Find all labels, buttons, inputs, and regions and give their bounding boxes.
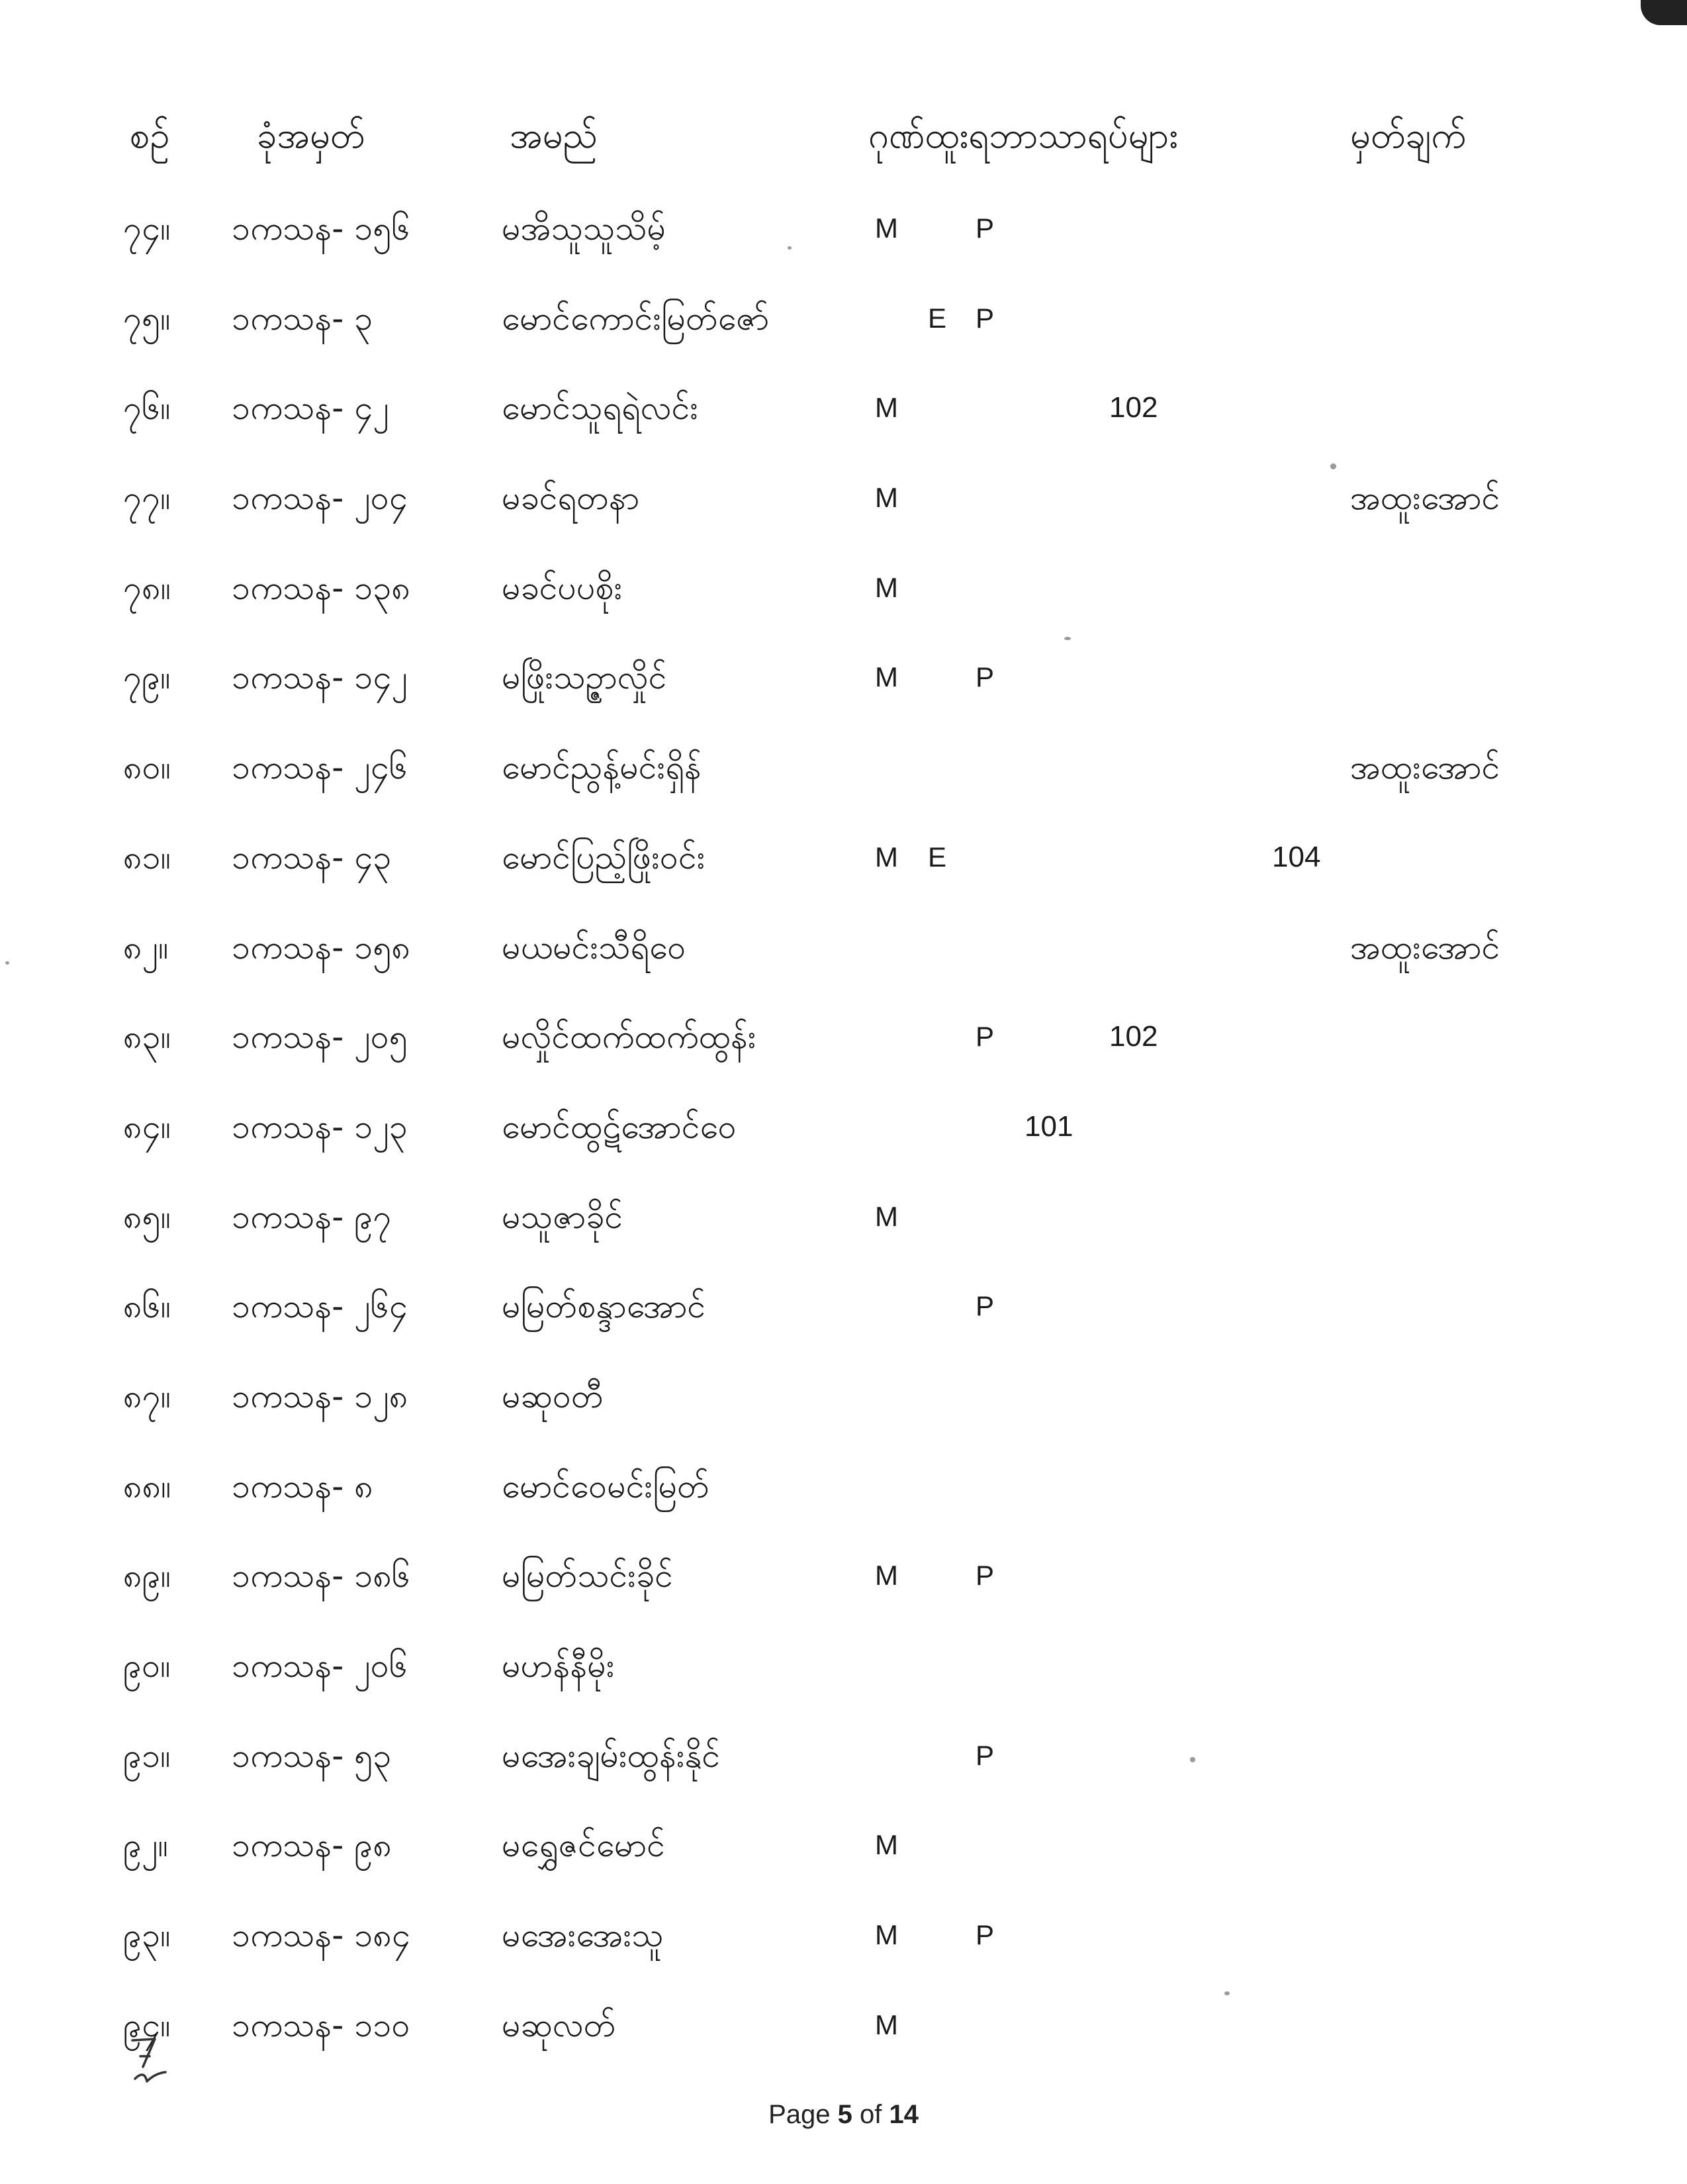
table-row	[0, 1629, 1687, 1719]
row-distinction-p: P	[976, 302, 995, 334]
row-student-name: မဟန်နီမိုး	[502, 1646, 615, 1685]
row-student-name: မမြတ်သင်းခိုင်	[502, 1556, 673, 1595]
row-distinction-m: M	[875, 571, 898, 603]
row-student-name: မဖြိုးသဥ္ဇာလှိုင်	[502, 658, 667, 697]
table-row	[0, 1899, 1687, 1989]
scan-speck	[1330, 463, 1336, 469]
row-roll-number: ၁ကသန- ၁၃၈	[232, 568, 411, 607]
table-row	[0, 192, 1687, 282]
row-distinction-m: M	[875, 841, 898, 873]
row-serial-no: ၈၅။	[123, 1197, 171, 1236]
row-serial-no: ၈၂။	[123, 927, 169, 967]
row-serial-no: ၈၄။	[123, 1107, 171, 1146]
row-serial-no: ၈၆။	[123, 1287, 171, 1326]
row-serial-no: ၈၇။	[123, 1376, 171, 1415]
row-remark: အထူးအောင်	[1350, 748, 1500, 787]
row-roll-number: ၁ကသန- ၂၄၆	[232, 748, 408, 787]
footer-separator: of	[852, 2100, 889, 2129]
row-distinction-m: M	[875, 392, 898, 424]
row-remark: အထူးအောင်	[1350, 927, 1500, 967]
table-row	[0, 1360, 1687, 1450]
row-distinction-e: E	[928, 841, 947, 873]
row-distinction-p: P	[976, 213, 995, 244]
table-row	[0, 1450, 1687, 1540]
header-serial-no: စဥ်	[130, 115, 170, 156]
row-distinction-m: M	[875, 661, 898, 693]
scan-speck	[5, 961, 9, 965]
table-row	[0, 911, 1687, 1001]
row-distinction-p: P	[976, 661, 995, 693]
row-roll-number: ၁ကသန- ၉၈	[232, 1826, 392, 1865]
row-distinction-m: M	[875, 1919, 898, 1951]
table-row	[0, 731, 1687, 821]
table-row	[0, 641, 1687, 731]
row-serial-no: ၉၄။	[123, 2005, 171, 2044]
row-roll-number: ၁ကသန- ၅၃	[232, 1736, 392, 1775]
row-student-name: မဆုဝတီ	[502, 1376, 604, 1415]
row-serial-no: ၇၈။	[123, 568, 171, 607]
table-row	[0, 821, 1687, 911]
row-student-name: မောင်သူရရဲလင်း	[502, 389, 699, 428]
row-serial-no: ၈၁။	[123, 837, 171, 877]
row-serial-no: ၇၄။	[123, 209, 171, 248]
row-serial-no: ၇၆။	[123, 389, 171, 428]
header-remarks: မှတ်ချက်	[1350, 115, 1467, 156]
row-distinction-m: M	[875, 2009, 898, 2040]
row-serial-no: ၉၁။	[123, 1736, 171, 1775]
row-student-name: မောင်ညွန့်မင်းရှိန်	[502, 748, 702, 787]
row-distinction-102: 102	[1109, 391, 1158, 424]
table-row	[0, 282, 1687, 372]
table-row	[0, 1000, 1687, 1090]
row-student-name: မဆုလတ်	[502, 2005, 616, 2044]
row-roll-number: ၁ကသန- ၁၄၂	[232, 658, 408, 697]
table-row	[0, 1180, 1687, 1270]
row-serial-no: ၈၉။	[123, 1556, 171, 1595]
row-student-name: မောင်ကောင်းမြတ်ဇော်	[502, 299, 770, 338]
scan-edge-mark	[1641, 0, 1687, 25]
scan-speck	[788, 246, 792, 250]
row-student-name: မောင်ထွဋ်အောင်ဝေ	[502, 1107, 737, 1146]
row-distinction-p: P	[976, 1739, 995, 1771]
row-serial-no: ၇၇။	[123, 479, 171, 518]
row-roll-number: ၁ကသန- ၄၃	[232, 837, 392, 877]
table-row	[0, 461, 1687, 551]
row-distinction-102: 102	[1109, 1020, 1158, 1053]
row-distinction-p: P	[976, 1560, 995, 1591]
row-distinction-m: M	[875, 1829, 898, 1861]
row-student-name: မခင်ရတနာ	[502, 479, 640, 518]
row-student-name: မမြတ်စန္ဒာအောင်	[502, 1287, 706, 1326]
row-student-name: မအိသူသူသိမ့်	[502, 209, 666, 248]
row-serial-no: ၉၀။	[123, 1646, 171, 1685]
row-student-name: မသူဇာခိုင်	[502, 1197, 623, 1236]
row-distinction-m: M	[875, 1200, 898, 1232]
row-serial-no: ၇၉။	[123, 658, 171, 697]
row-student-name: မောင်ဝေမင်းမြတ်	[502, 1466, 709, 1505]
row-serial-no: ၈၀။	[123, 748, 171, 787]
header-roll-number: ခုံအမှတ်	[257, 115, 365, 156]
row-roll-number: ၁ကသန- ၃	[232, 299, 373, 338]
scan-speck	[1190, 1757, 1195, 1762]
footer-prefix: Page	[768, 2100, 838, 2129]
row-serial-no: ၉၃။	[123, 1916, 171, 1955]
row-distinction-m: M	[875, 482, 898, 514]
row-student-name: မောင်ပြည့်ဖြိုးဝင်း	[502, 837, 706, 877]
row-serial-no: ၉၂။	[123, 1826, 168, 1865]
row-roll-number: ၁ကသန- ၁၂၈	[232, 1376, 408, 1415]
row-roll-number: ၁ကသန- ၁၂၃	[232, 1107, 408, 1146]
row-distinction-104: 104	[1272, 840, 1321, 873]
row-distinction-e: E	[928, 302, 947, 334]
handwritten-initial	[120, 2032, 200, 2092]
row-serial-no: ၈၈။	[123, 1466, 171, 1505]
row-distinction-101: 101	[1025, 1110, 1073, 1143]
row-roll-number: ၁ကသန- ၁၈၄	[232, 1916, 411, 1955]
row-distinction-m: M	[875, 1560, 898, 1591]
row-roll-number: ၁ကသန- ၂၆၄	[232, 1287, 408, 1326]
row-serial-no: ၇၅။	[123, 299, 171, 338]
table-row	[0, 1090, 1687, 1180]
row-distinction-p: P	[976, 1021, 995, 1053]
row-roll-number: ၁ကသန- ၁၁၀	[232, 2005, 410, 2044]
header-distinction-subjects: ဂုဏ်ထူးရဘာသာရပ်များ	[868, 115, 1178, 156]
row-roll-number: ၁ကသန- ၈	[232, 1466, 373, 1505]
row-roll-number: ၁ကသန- ၁၈၆	[232, 1556, 411, 1595]
footer-current-page: 5	[837, 2100, 852, 2129]
table-row	[0, 1270, 1687, 1360]
row-distinction-p: P	[976, 1919, 995, 1951]
row-student-name: မရွှေဇင်မောင်	[502, 1826, 665, 1865]
row-roll-number: ၁ကသန- ၄၂	[232, 389, 389, 428]
row-roll-number: ၁ကသန- ၂၀၅	[232, 1018, 408, 1057]
scan-speck	[1064, 637, 1071, 640]
table-row	[0, 1989, 1687, 2079]
row-roll-number: ၁ကသန- ၂၀၆	[232, 1646, 408, 1685]
row-remark: အထူးအောင်	[1350, 479, 1500, 518]
page-footer	[0, 2100, 1687, 2130]
table-row	[0, 1809, 1687, 1899]
row-roll-number: ၁ကသန- ၁၅၈	[232, 927, 411, 967]
row-roll-number: ၁ကသန- ၁၅၆	[232, 209, 410, 248]
header-name: အမည်	[510, 115, 598, 156]
row-distinction-m: M	[875, 213, 898, 244]
row-serial-no: ၈၃။	[123, 1018, 171, 1057]
footer-total-pages: 14	[889, 2100, 919, 2129]
row-student-name: မလှိုင်ထက်ထက်ထွန်း	[502, 1018, 756, 1057]
row-student-name: မယမင်းသီရိဝေ	[502, 927, 686, 967]
row-distinction-p: P	[976, 1290, 995, 1322]
table-row	[0, 371, 1687, 461]
row-student-name: မခင်ပပစိုး	[502, 568, 623, 607]
row-student-name: မအေးအေးသူ	[502, 1916, 664, 1955]
row-roll-number: ၁ကသန- ၉၇	[232, 1197, 392, 1236]
row-roll-number: ၁ကသန- ၂၀၄	[232, 479, 408, 518]
student-list	[0, 192, 1687, 2078]
table-row	[0, 1539, 1687, 1629]
table-row	[0, 551, 1687, 641]
row-student-name: မအေးချမ်းထွန်းနိုင်	[502, 1736, 721, 1775]
scan-speck	[1224, 1991, 1230, 1995]
table-row	[0, 1719, 1687, 1809]
